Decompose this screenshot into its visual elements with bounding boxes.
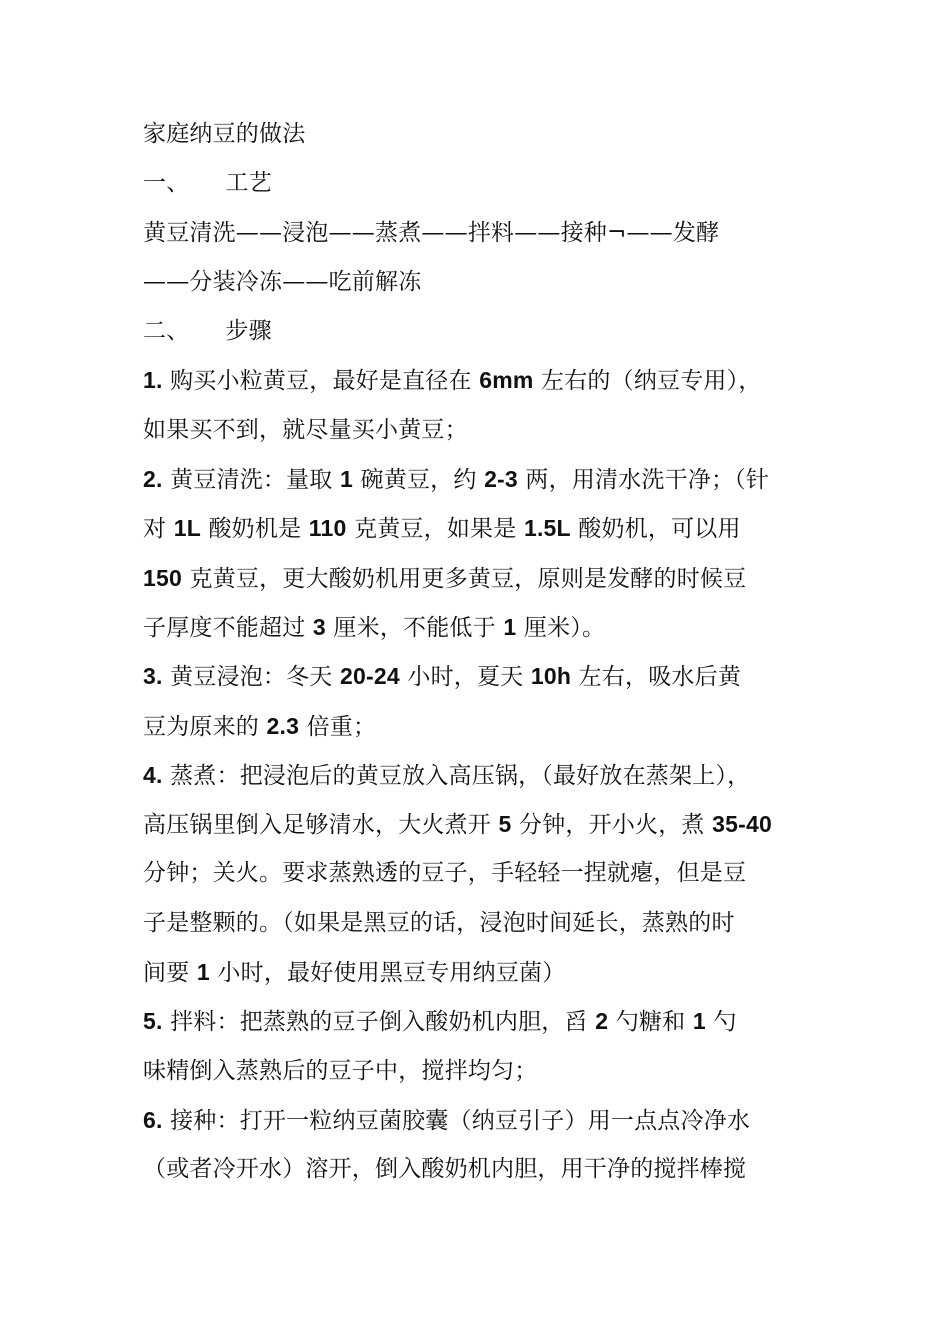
step-number: 6. bbox=[143, 1106, 163, 1133]
step-text: 黄豆浸泡：冬天 bbox=[162, 664, 341, 691]
step-value: 1L bbox=[173, 515, 201, 542]
section-marker: 二、 bbox=[143, 318, 190, 345]
step-text: 左右，吸水后黄 bbox=[571, 664, 742, 691]
step-value: 10h bbox=[530, 663, 572, 690]
section-1-heading bbox=[143, 159, 815, 208]
step-4-line-2 bbox=[143, 800, 815, 849]
step-value: 150 bbox=[143, 564, 182, 591]
step-2-line-1 bbox=[143, 455, 815, 504]
step-1-line-1 bbox=[143, 356, 815, 405]
step-value: 2 bbox=[595, 1008, 609, 1035]
step-value: 110 bbox=[308, 515, 347, 542]
step-value: 1 bbox=[692, 1008, 706, 1035]
document-title: 家庭纳豆的做法 bbox=[143, 121, 306, 147]
step-text: 小时，最好使用黑豆专用纳豆菌） bbox=[209, 960, 566, 987]
step-text: 酸奶机，可以用 bbox=[570, 516, 741, 543]
step-6-line-2: （或者冷开水）溶开，倒入酸奶机内胆，用干净的搅拌棒搅 bbox=[143, 1156, 747, 1183]
step-number: 1. bbox=[143, 367, 163, 394]
step-text: 对 bbox=[143, 516, 174, 543]
step-value: 6mm bbox=[479, 367, 534, 394]
step-text: 分钟，开小火，煮 bbox=[511, 812, 713, 839]
step-text: 购买小粒黄豆，最好是直径在 bbox=[162, 368, 480, 395]
step-number: 5. bbox=[143, 1008, 163, 1035]
step-text: 克黄豆，如果是 bbox=[346, 516, 524, 543]
step-text: 左右的（纳豆专用）， bbox=[533, 368, 762, 395]
process-flow-line-2: ——分装冷冻——吃前解冻 bbox=[143, 268, 422, 295]
step-text: 高压锅里倒入足够清水，大火煮开 bbox=[143, 812, 499, 839]
step-text: 子厚度不能超过 bbox=[143, 614, 313, 641]
section-title: 工艺 bbox=[225, 170, 272, 197]
step-value: 1 bbox=[340, 466, 354, 493]
step-4-line-4: 子是整颗的。（如果是黑豆的话，浸泡时间延长，蒸熟的时 bbox=[143, 909, 735, 936]
step-value: 1.5L bbox=[523, 515, 571, 542]
process-flow-line-1: 黄豆清洗——浸泡——蒸煮——拌料——接种¬——发酵 bbox=[143, 219, 720, 246]
section-marker: 一、 bbox=[143, 170, 190, 197]
step-text: 间要 bbox=[143, 960, 197, 987]
step-text: 两，用清水洗干净；（针 bbox=[517, 467, 770, 494]
step-2-line-2 bbox=[143, 504, 815, 553]
step-4-line-5 bbox=[143, 948, 815, 997]
step-1-line-2: 如果买不到，就尽量买小黄豆； bbox=[143, 416, 468, 443]
step-2-line-3 bbox=[143, 554, 815, 603]
step-6-line-1 bbox=[143, 1096, 815, 1145]
section-title: 步骤 bbox=[225, 318, 272, 345]
step-number: 3. bbox=[143, 663, 163, 690]
step-value: 1 bbox=[196, 959, 210, 986]
step-value: 2-3 bbox=[484, 466, 518, 493]
step-2-line-4 bbox=[143, 603, 815, 652]
step-3-line-1 bbox=[143, 652, 815, 701]
step-number: 4. bbox=[143, 761, 163, 788]
section-2-heading bbox=[143, 307, 815, 356]
step-number: 2. bbox=[143, 466, 163, 493]
step-text: 倍重； bbox=[299, 713, 377, 740]
step-text: 接种：打开一粒纳豆菌胶囊（纳豆引子）用一点点冷净水 bbox=[162, 1107, 751, 1134]
step-5-line-1 bbox=[143, 997, 815, 1046]
step-value: 3 bbox=[312, 613, 326, 640]
step-text: 酸奶机是 bbox=[200, 516, 309, 543]
step-text: 黄豆清洗：量取 bbox=[162, 467, 341, 494]
step-text: 勺 bbox=[705, 1009, 737, 1036]
step-value: 2.3 bbox=[266, 712, 300, 739]
step-text: 拌料：把蒸熟的豆子倒入酸奶机内胆，舀 bbox=[162, 1009, 596, 1036]
step-text: 厘米）。 bbox=[516, 614, 606, 641]
step-text: 蒸煮：把浸泡后的黄豆放入高压锅，（最好放在蒸架上）， bbox=[162, 762, 751, 789]
document-body bbox=[143, 110, 815, 1195]
step-value: 5 bbox=[498, 811, 512, 838]
step-text: 豆为原来的 bbox=[143, 713, 267, 740]
step-text: 厘米，不能低于 bbox=[325, 614, 504, 641]
step-4-line-1 bbox=[143, 751, 815, 800]
step-text: 碗黄豆，约 bbox=[353, 467, 485, 494]
step-5-line-2: 味精倒入蒸熟后的豆子中，搅拌均匀； bbox=[143, 1057, 538, 1084]
step-text: 小时，夏天 bbox=[399, 664, 531, 691]
step-3-line-2 bbox=[143, 702, 815, 751]
step-value: 20-24 bbox=[340, 663, 400, 690]
step-text: 勺糖和 bbox=[608, 1009, 693, 1036]
step-4-line-3: 分钟；关火。要求蒸熟透的豆子，手轻轻一捏就瘪，但是豆 bbox=[143, 860, 747, 887]
step-text: 克黄豆，更大酸奶机用更多黄豆，原则是发酵的时候豆 bbox=[181, 565, 747, 592]
step-value: 35-40 bbox=[712, 811, 772, 838]
step-value: 1 bbox=[503, 613, 517, 640]
